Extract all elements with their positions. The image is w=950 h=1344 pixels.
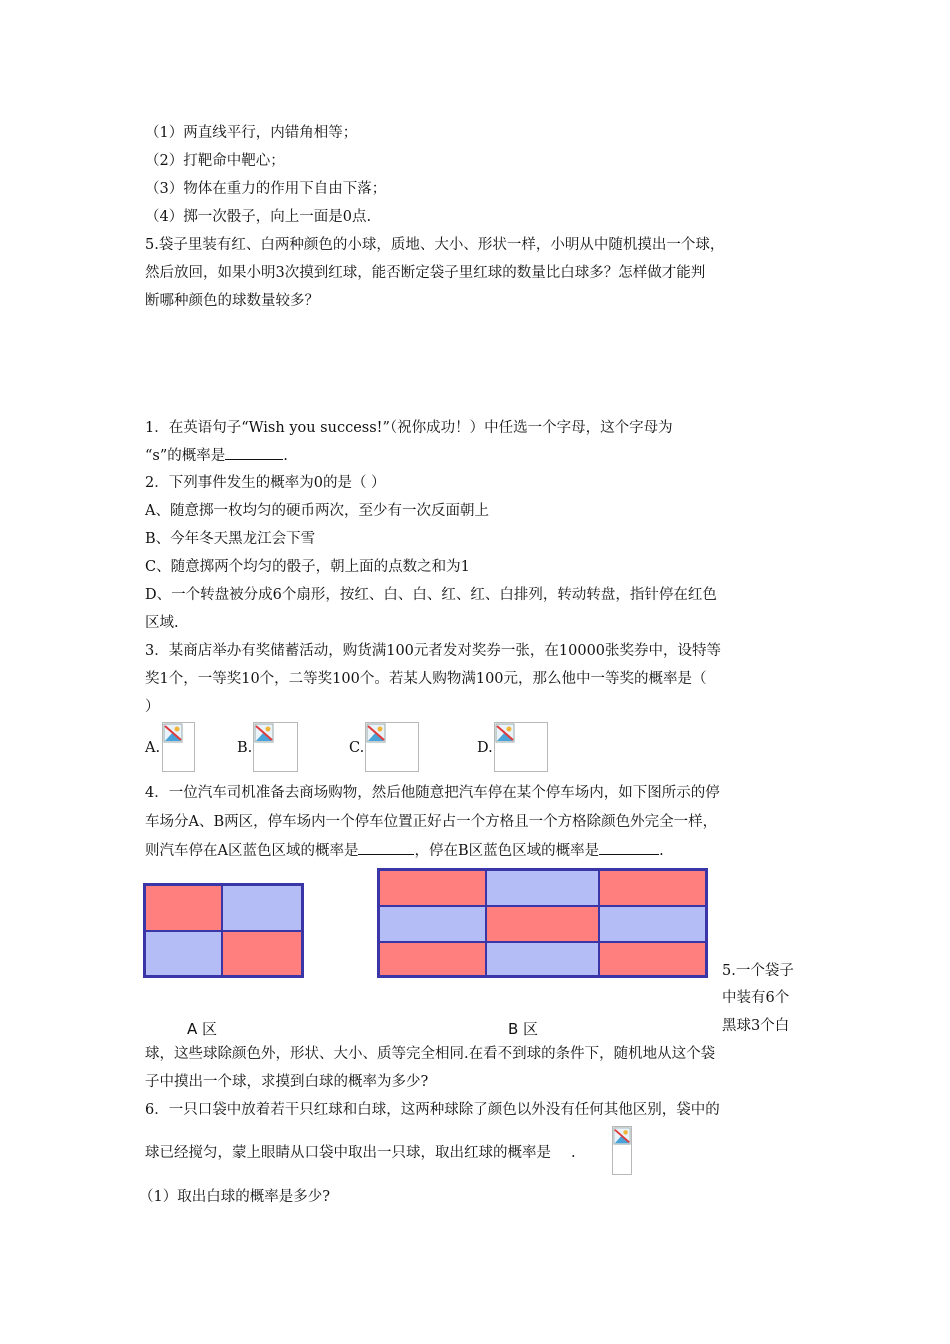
zone-b-cell [599, 942, 706, 976]
p4-line-3 [145, 840, 664, 861]
p3-line-1: 3．某商店举办有奖储蓄活动，购货满100元者发对奖券一张，在10000张奖券中，设特等 [145, 643, 722, 659]
zone-b-cell [379, 942, 486, 976]
p2-option-d-line-1: D、一个转盘被分成6个扇形，按红、白、白、红、红、白排列，转动转盘，指针停在红色 [145, 587, 717, 603]
broken-image-icon [253, 722, 298, 772]
zone-a-cell [145, 931, 222, 976]
p5-side-3: 黑球3个白 [722, 1018, 790, 1034]
item-3: （3）物体在重力的作用下自由下落； [145, 181, 387, 197]
zone-b-cell [486, 870, 599, 906]
p6-sub-1: （1）取出白球的概率是多少? [139, 1189, 330, 1205]
p5-line-2: 子中摸出一个球，求摸到白球的概率为多少? [145, 1074, 429, 1090]
zone-b-label: B 区 [508, 1020, 539, 1038]
p3-option-a-label: A. [145, 740, 161, 756]
p1-line-2-prefix: “s”的概率是 [145, 448, 226, 464]
p4-line-3-part-c: . [659, 843, 664, 859]
answer-blank[interactable] [358, 840, 414, 855]
p3-option-d-label: D. [477, 740, 493, 756]
p2-option-b: B、今年冬天黑龙江会下雪 [145, 531, 316, 547]
zone-b-cell [486, 942, 599, 976]
answer-blank[interactable] [599, 840, 659, 855]
p4-line-3-part-b: ，停在B区蓝色区域的概率是 [414, 843, 600, 859]
p4-line-3-part-a: 则汽车停在A区蓝色区域的概率是 [145, 843, 359, 859]
p5-side-1: 5.一个袋子 [722, 963, 794, 979]
p3-option-c-label: C. [349, 740, 365, 756]
p2-stem: 2．下列事件发生的概率为0的是（ ） [145, 475, 386, 491]
p4-line-1: 4．一位汽车司机准备去商场购物，然后他随意把汽车停在某个停车场内，如下图所示的停 [145, 785, 720, 801]
p4-line-2: 车场分A、B两区，停车场内一个停车位置正好占一个方格且一个方格除颜色外完全一样， [145, 814, 718, 830]
q5-top-line-3: 断哪种颜色的球数量较多？ [145, 293, 319, 309]
p6-line-2-text: 球已经搅匀，蒙上眼睛从口袋中取出一只球，取出红球的概率是 [145, 1145, 551, 1161]
p1-line-2 [145, 445, 288, 466]
q5-top-line-1: 5.袋子里装有红、白两种颜色的小球，质地、大小、形状一样，小明从中随机摸出一个球， [145, 237, 725, 253]
zone-a-label: A 区 [187, 1020, 218, 1038]
p6-line-1: 6．一只口袋中放着若干只红球和白球，这两种球除了颜色以外没有任何其他区别，袋中的 [145, 1102, 720, 1118]
broken-image-icon [494, 722, 548, 772]
zone-a-cell [145, 885, 222, 931]
zone-a-grid [143, 883, 304, 978]
item-1: （1）两直线平行，内错角相等； [145, 125, 358, 141]
item-4: （4）掷一次骰子，向上一面是0点. [145, 209, 372, 225]
item-2: （2）打靶命中靶心； [145, 153, 285, 169]
p2-option-c: C、随意掷两个均匀的骰子，朝上面的点数之和为1 [145, 559, 470, 575]
zone-b-grid [377, 868, 708, 978]
zone-b-cell [599, 870, 706, 906]
p5-side-2: 中装有6个 [722, 990, 790, 1006]
zone-a-cell [222, 931, 302, 976]
q5-top-line-2: 然后放回，如果小明3次摸到红球，能否断定袋子里红球的数量比白球多？怎样做才能判 [145, 265, 706, 281]
zone-a-cell [222, 885, 302, 931]
zone-b-cell [379, 870, 486, 906]
p6-line-2 [145, 1143, 576, 1163]
p1-line-2-suffix: . [283, 448, 288, 464]
p3-option-b-label: B. [237, 740, 253, 756]
p6-line-2-suffix: . [571, 1145, 576, 1161]
answer-blank[interactable] [225, 445, 283, 460]
broken-image-icon [612, 1126, 632, 1175]
zone-b-cell [486, 906, 599, 942]
p1-line-1: 1．在英语句子“Wish you success!”（祝你成功！）中任选一个字母，这个字母为 [145, 420, 673, 436]
p2-option-d-line-2: 区域. [145, 615, 179, 631]
zone-b-cell [379, 906, 486, 942]
broken-image-icon [365, 722, 419, 772]
p3-line-2: 奖1个，一等奖10个，二等奖100个。若某人购物满100元，那么他中一等奖的概率是（ [145, 671, 707, 687]
p3-line-3: ） [145, 699, 160, 715]
p2-option-a: A、随意掷一枚均匀的硬币两次，至少有一次反面朝上 [145, 503, 489, 519]
broken-image-icon [162, 722, 195, 772]
zone-b-cell [599, 906, 706, 942]
p5-line-1: 球，这些球除颜色外，形状、大小、质等完全相同.在看不到球的条件下，随机地从这个袋 [145, 1046, 716, 1062]
